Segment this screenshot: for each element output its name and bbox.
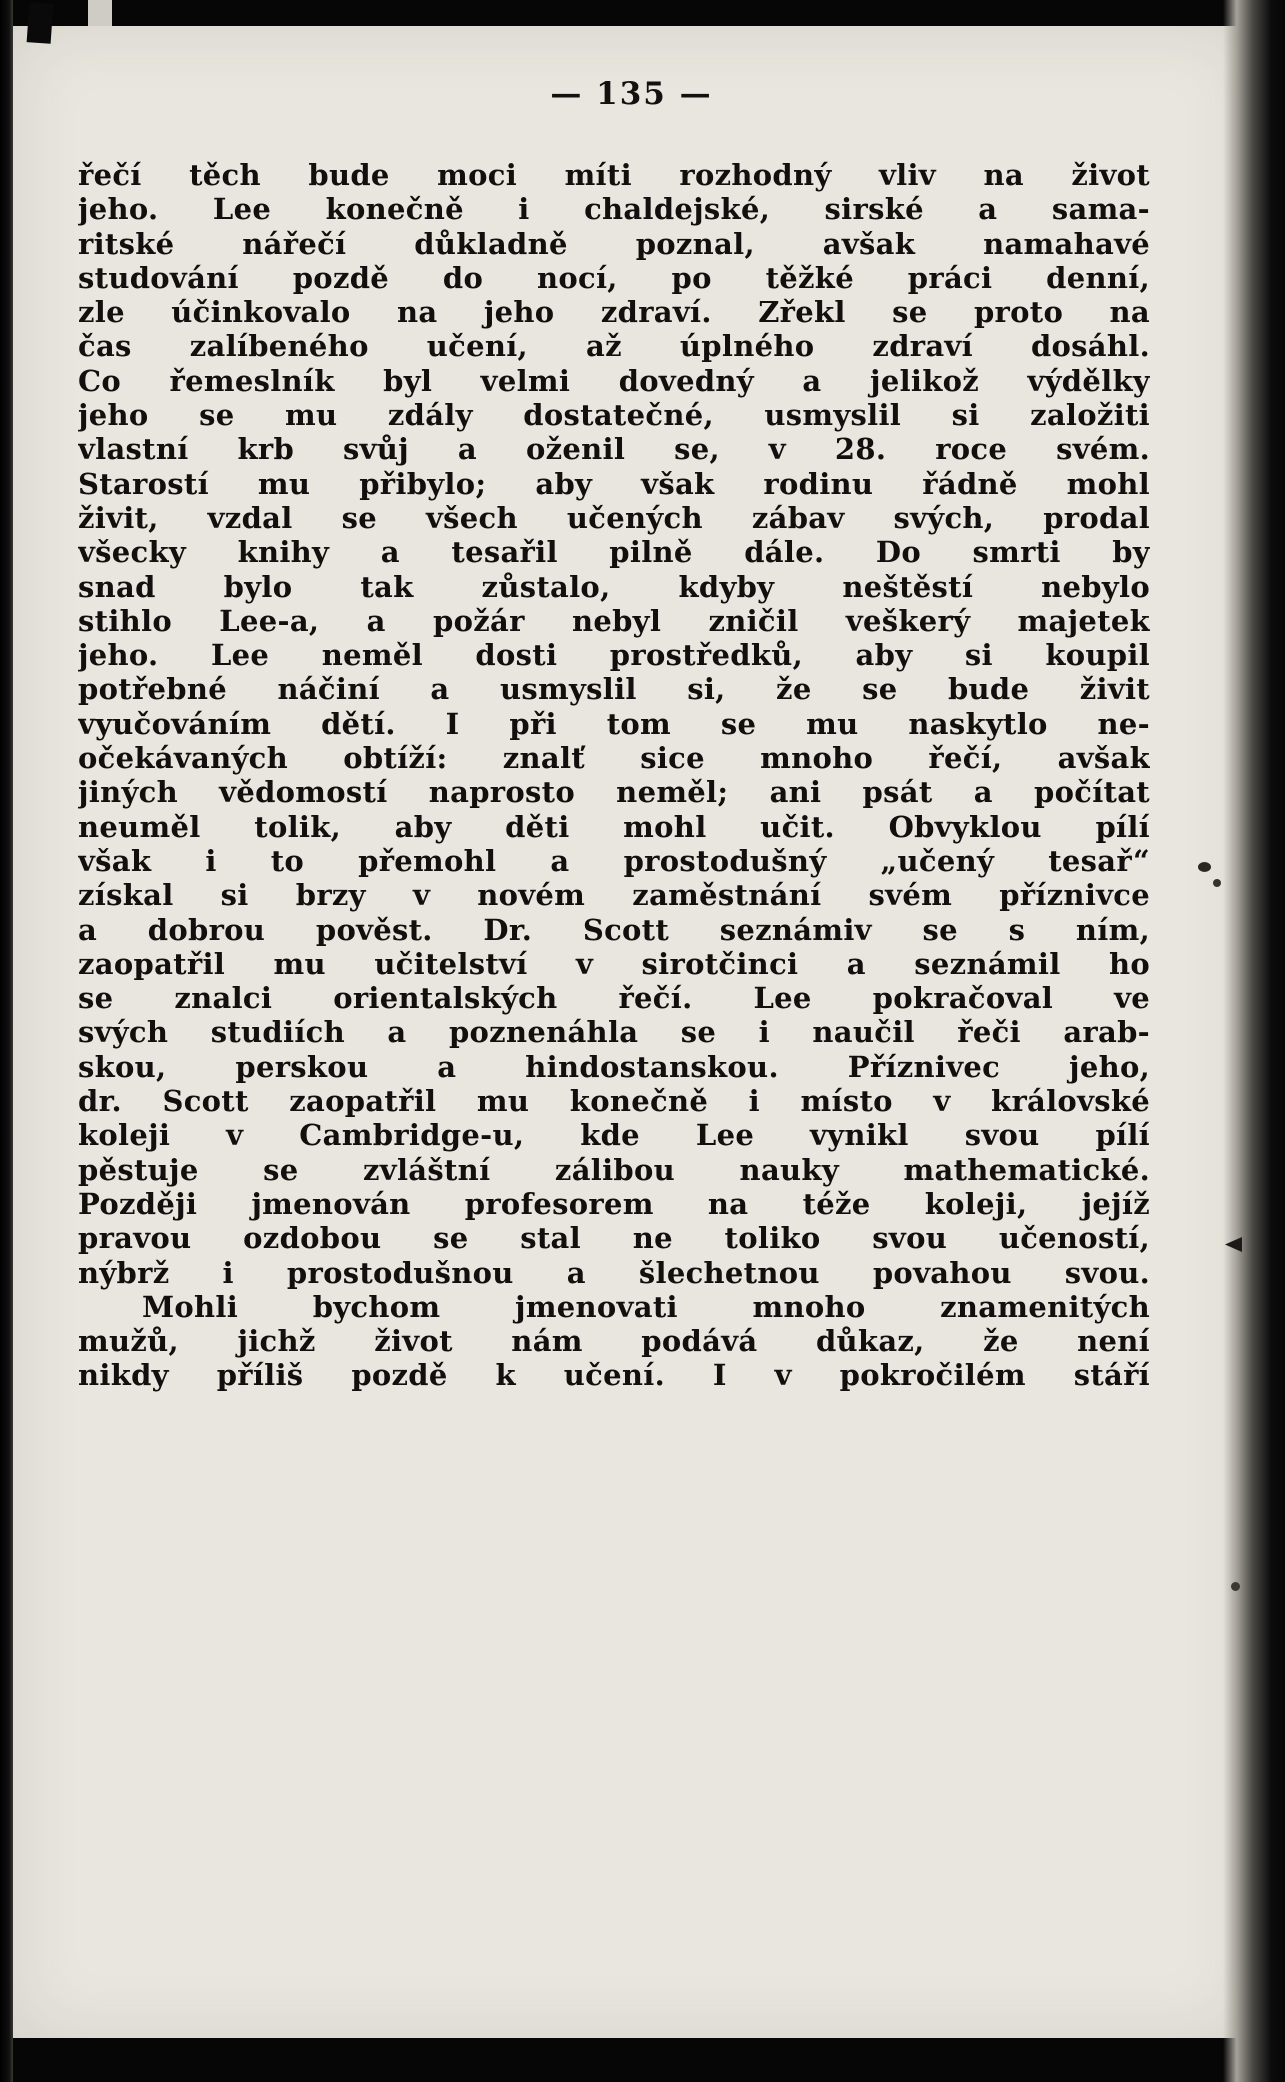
text-line-paragraph-start: Mohli bychom jmenovati mnoho znamenitých bbox=[142, 1289, 1150, 1324]
scan-artifact bbox=[27, 2, 54, 44]
text-line: vyučováním dětí. I při tom se mu naskytlo ne- bbox=[78, 706, 1150, 741]
text-line: se znalci orientalských řečí. Lee pokračoval ve bbox=[78, 981, 1150, 1016]
text-line: pěstuje se zvláštní zálibou nauky mathematické. bbox=[78, 1152, 1150, 1187]
text-line: Starostí mu přibylo; aby však rodinu řádně mohl bbox=[78, 466, 1150, 501]
scan-top-band bbox=[0, 0, 1285, 26]
text-line: čas zalíbeného učení, až úplného zdraví dosáhl. bbox=[78, 329, 1150, 364]
text-line: potřebné náčiní a usmyslil si, že se bude živit bbox=[78, 672, 1150, 707]
text-line: jeho. Lee neměl dosti prostředků, aby si koupil bbox=[78, 638, 1150, 673]
text-line: skou, perskou a hindostanskou. Příznivec jeho, bbox=[78, 1049, 1150, 1084]
text-line: však i to přemohl a prostodušný „učený tesař“ bbox=[78, 843, 1150, 878]
text-line: jiných vědomostí naprosto neměl; ani psát a počítat bbox=[78, 775, 1150, 810]
text-line: vlastní krb svůj a oženil se, v 28. roce svém. bbox=[78, 432, 1150, 467]
scan-right-edge bbox=[1223, 0, 1285, 2082]
text-line: očekávaných obtíží: znalť sice mnoho řečí, avšak bbox=[78, 741, 1150, 776]
scan-artifact bbox=[1198, 862, 1211, 872]
text-line: snad bylo tak zůstalo, kdyby neštěstí nebylo bbox=[78, 569, 1150, 604]
text-line: stihlo Lee-a, a požár nebyl zničil veškerý majetek bbox=[78, 603, 1150, 638]
text-line: ritské nářečí důkladně poznal, avšak namahavé bbox=[78, 226, 1150, 261]
body-text bbox=[78, 158, 1150, 1393]
text-line: jeho. Lee konečně i chaldejské, sirské a sama- bbox=[78, 192, 1150, 227]
text-line: studování pozdě do nocí, po těžké práci denní, bbox=[78, 260, 1150, 295]
scan-artifact bbox=[1231, 1582, 1240, 1591]
scan-artifact bbox=[1213, 879, 1221, 887]
text-line: Co řemeslník byl velmi dovedný a jelikož výdělky bbox=[78, 363, 1150, 398]
text-line: mužů, jichž život nám podává důkaz, že není bbox=[78, 1324, 1150, 1359]
scan-left-edge bbox=[0, 0, 13, 2082]
text-line: koleji v Cambridge-u, kde Lee vynikl svou pílí bbox=[78, 1118, 1150, 1153]
scan-top-band-gap bbox=[88, 0, 112, 26]
text-line: nýbrž i prostodušnou a šlechetnou povahou svou. bbox=[78, 1255, 1150, 1290]
text-line: Později jmenován profesorem na téže koleji, jejíž bbox=[78, 1186, 1150, 1221]
text-line: pravou ozdobou se stal ne toliko svou učeností, bbox=[78, 1221, 1150, 1256]
text-line: získal si brzy v novém zaměstnání svém příznivce bbox=[78, 878, 1150, 913]
text-line: zle účinkovalo na jeho zdraví. Zřekl se proto na bbox=[78, 295, 1150, 330]
text-line: nikdy příliš pozdě k učení. I v pokročilém stáří bbox=[78, 1358, 1150, 1393]
text-line: a dobrou pověst. Dr. Scott seznámiv se s ním, bbox=[78, 912, 1150, 947]
text-line: živit, vzdal se všech učených zábav svých, prodal bbox=[78, 500, 1150, 535]
text-line: zaopatřil mu učitelství v sirotčinci a seznámil ho bbox=[78, 946, 1150, 981]
text-line: neuměl tolik, aby děti mohl učit. Obvyklou pílí bbox=[78, 809, 1150, 844]
text-line: dr. Scott zaopatřil mu konečně i místo v královské bbox=[78, 1084, 1150, 1119]
text-line: jeho se mu zdály dostatečné, usmyslil si založiti bbox=[78, 398, 1150, 433]
scan-bottom-band bbox=[0, 2038, 1285, 2082]
text-line: všecky knihy a tesařil pilně dále. Do smrti by bbox=[78, 535, 1150, 570]
text-line: svých studiích a poznenáhla se i naučil řeči arab- bbox=[78, 1015, 1150, 1050]
text-line: řečí těch bude moci míti rozhodný vliv na život bbox=[78, 158, 1150, 192]
page-number: — 135 — bbox=[550, 76, 713, 112]
book-page bbox=[13, 26, 1250, 2038]
